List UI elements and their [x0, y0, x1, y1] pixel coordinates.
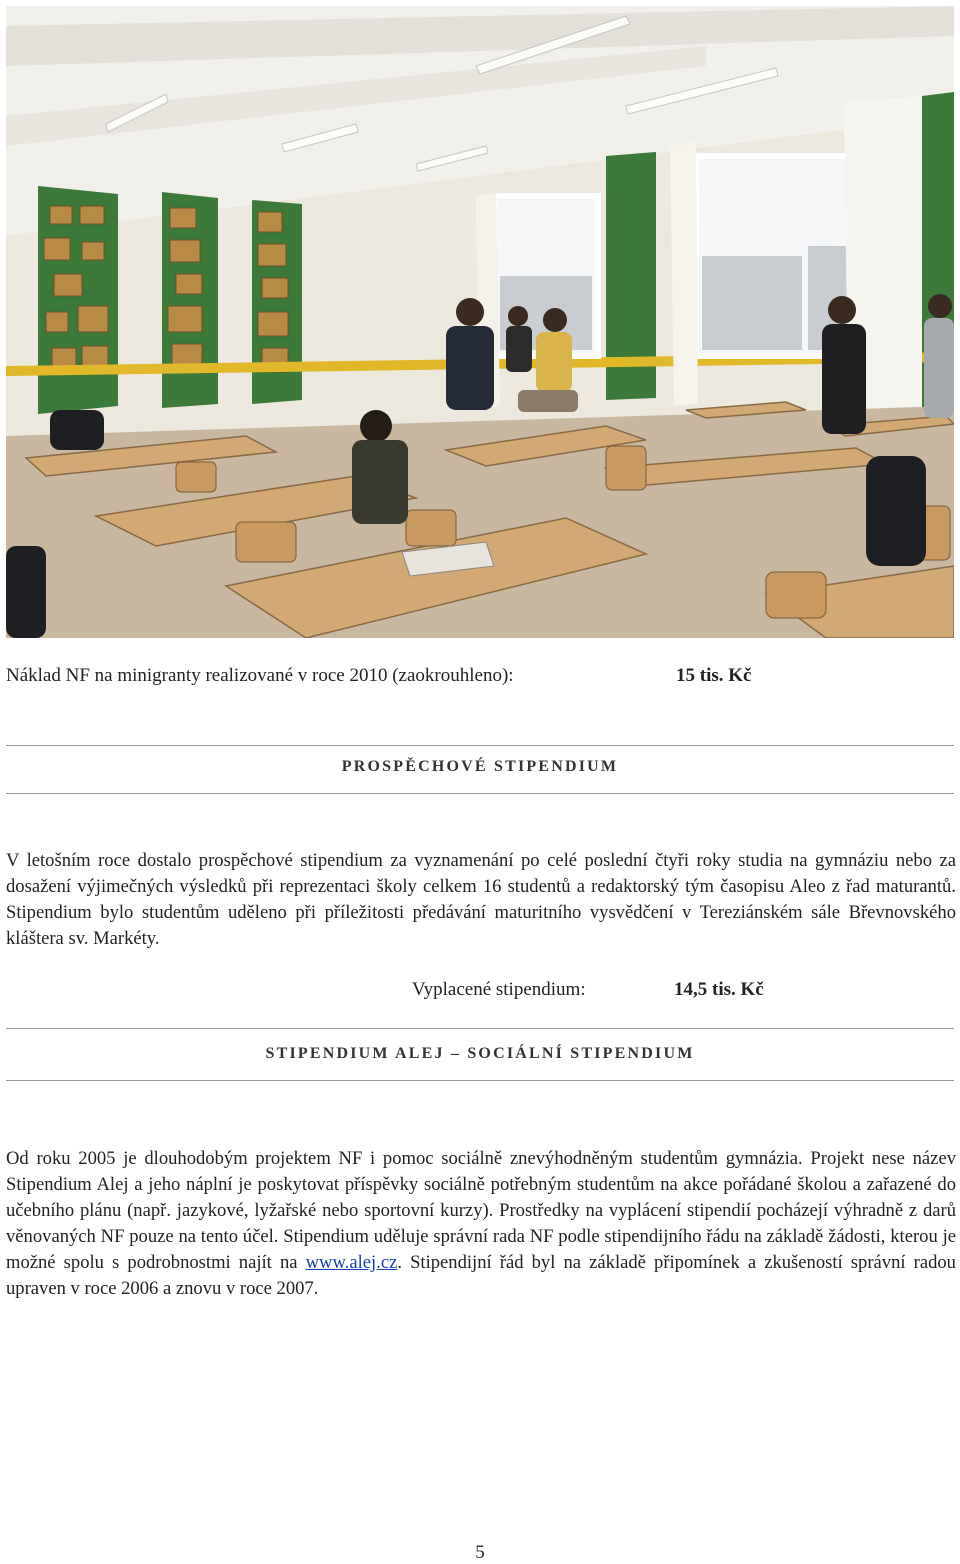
social-paragraph-text-after-link: . Stipendijní řád byl na základě připomínek a zkušeností správní radou upraven v roce 2006 a znovu v roce 2007. — [6, 1252, 956, 1299]
page-number: 5 — [475, 1542, 485, 1563]
social-scholarship-title: STIPENDIUM ALEJ – SOCIÁLNÍ STIPENDIUM — [265, 1045, 695, 1062]
divider-top-social — [6, 1028, 954, 1029]
merit-paid-label: Vyplacené stipendium: — [412, 979, 586, 1000]
merit-scholarship-paragraph: V letošním roce dostalo prospěchové stipendium za vyznamenání po celé poslední čtyři roky studia na gymnáziu nebo za dosažení výjimečných výsledků při reprezentaci školy celkem 16 studentů a redaktorský tým časopisu Aleo z řad maturantů. Stipendium bylo studentům uděleno při příležitosti předávání maturitního vysvědčení v Tereziánském sále Břevnovského kláštera sv. Markéty. — [6, 850, 956, 949]
merit-scholarship-title: PROSPĚCHOVÉ STIPENDIUM — [341, 758, 619, 775]
divider-top-merit — [6, 745, 954, 746]
minigrant-cost-value: 15 tis. Kč — [676, 665, 752, 686]
classroom-photo — [6, 6, 954, 638]
divider-bottom-social — [6, 1080, 954, 1081]
divider-bottom-merit — [6, 793, 954, 794]
alej-website-link[interactable]: www.alej.cz — [305, 1252, 398, 1273]
social-scholarship-paragraph — [6, 1146, 956, 1302]
merit-paid-value: 14,5 tis. Kč — [674, 979, 764, 1000]
minigrant-cost-line — [6, 662, 954, 690]
minigrant-cost-label: Náklad NF na minigranty realizované v roce 2010 (zaokrouhleno): — [6, 665, 514, 686]
social-paragraph-text-before-link: Od roku 2005 je dlouhodobým projektem NF i pomoc sociálně znevýhodněným studentům gymnázia. Projekt nese název Stipendium Alej a jeho náplní je poskytovat příspěvky sociálně potřebným studentům na akce pořádané školou a zařazené do učebního plánu (např. jazykové, lyžařské nebo sportovní kurzy). Prostředky na vyplácení stipendií pocházejí výhradně z darů věnovaných NF pouze na tento účel. Stipendium uděluje správní rada NF podle stipendijního řádu na základě žádosti, kterou je možné spolu s podrobnostmi najít na — [6, 1148, 956, 1273]
